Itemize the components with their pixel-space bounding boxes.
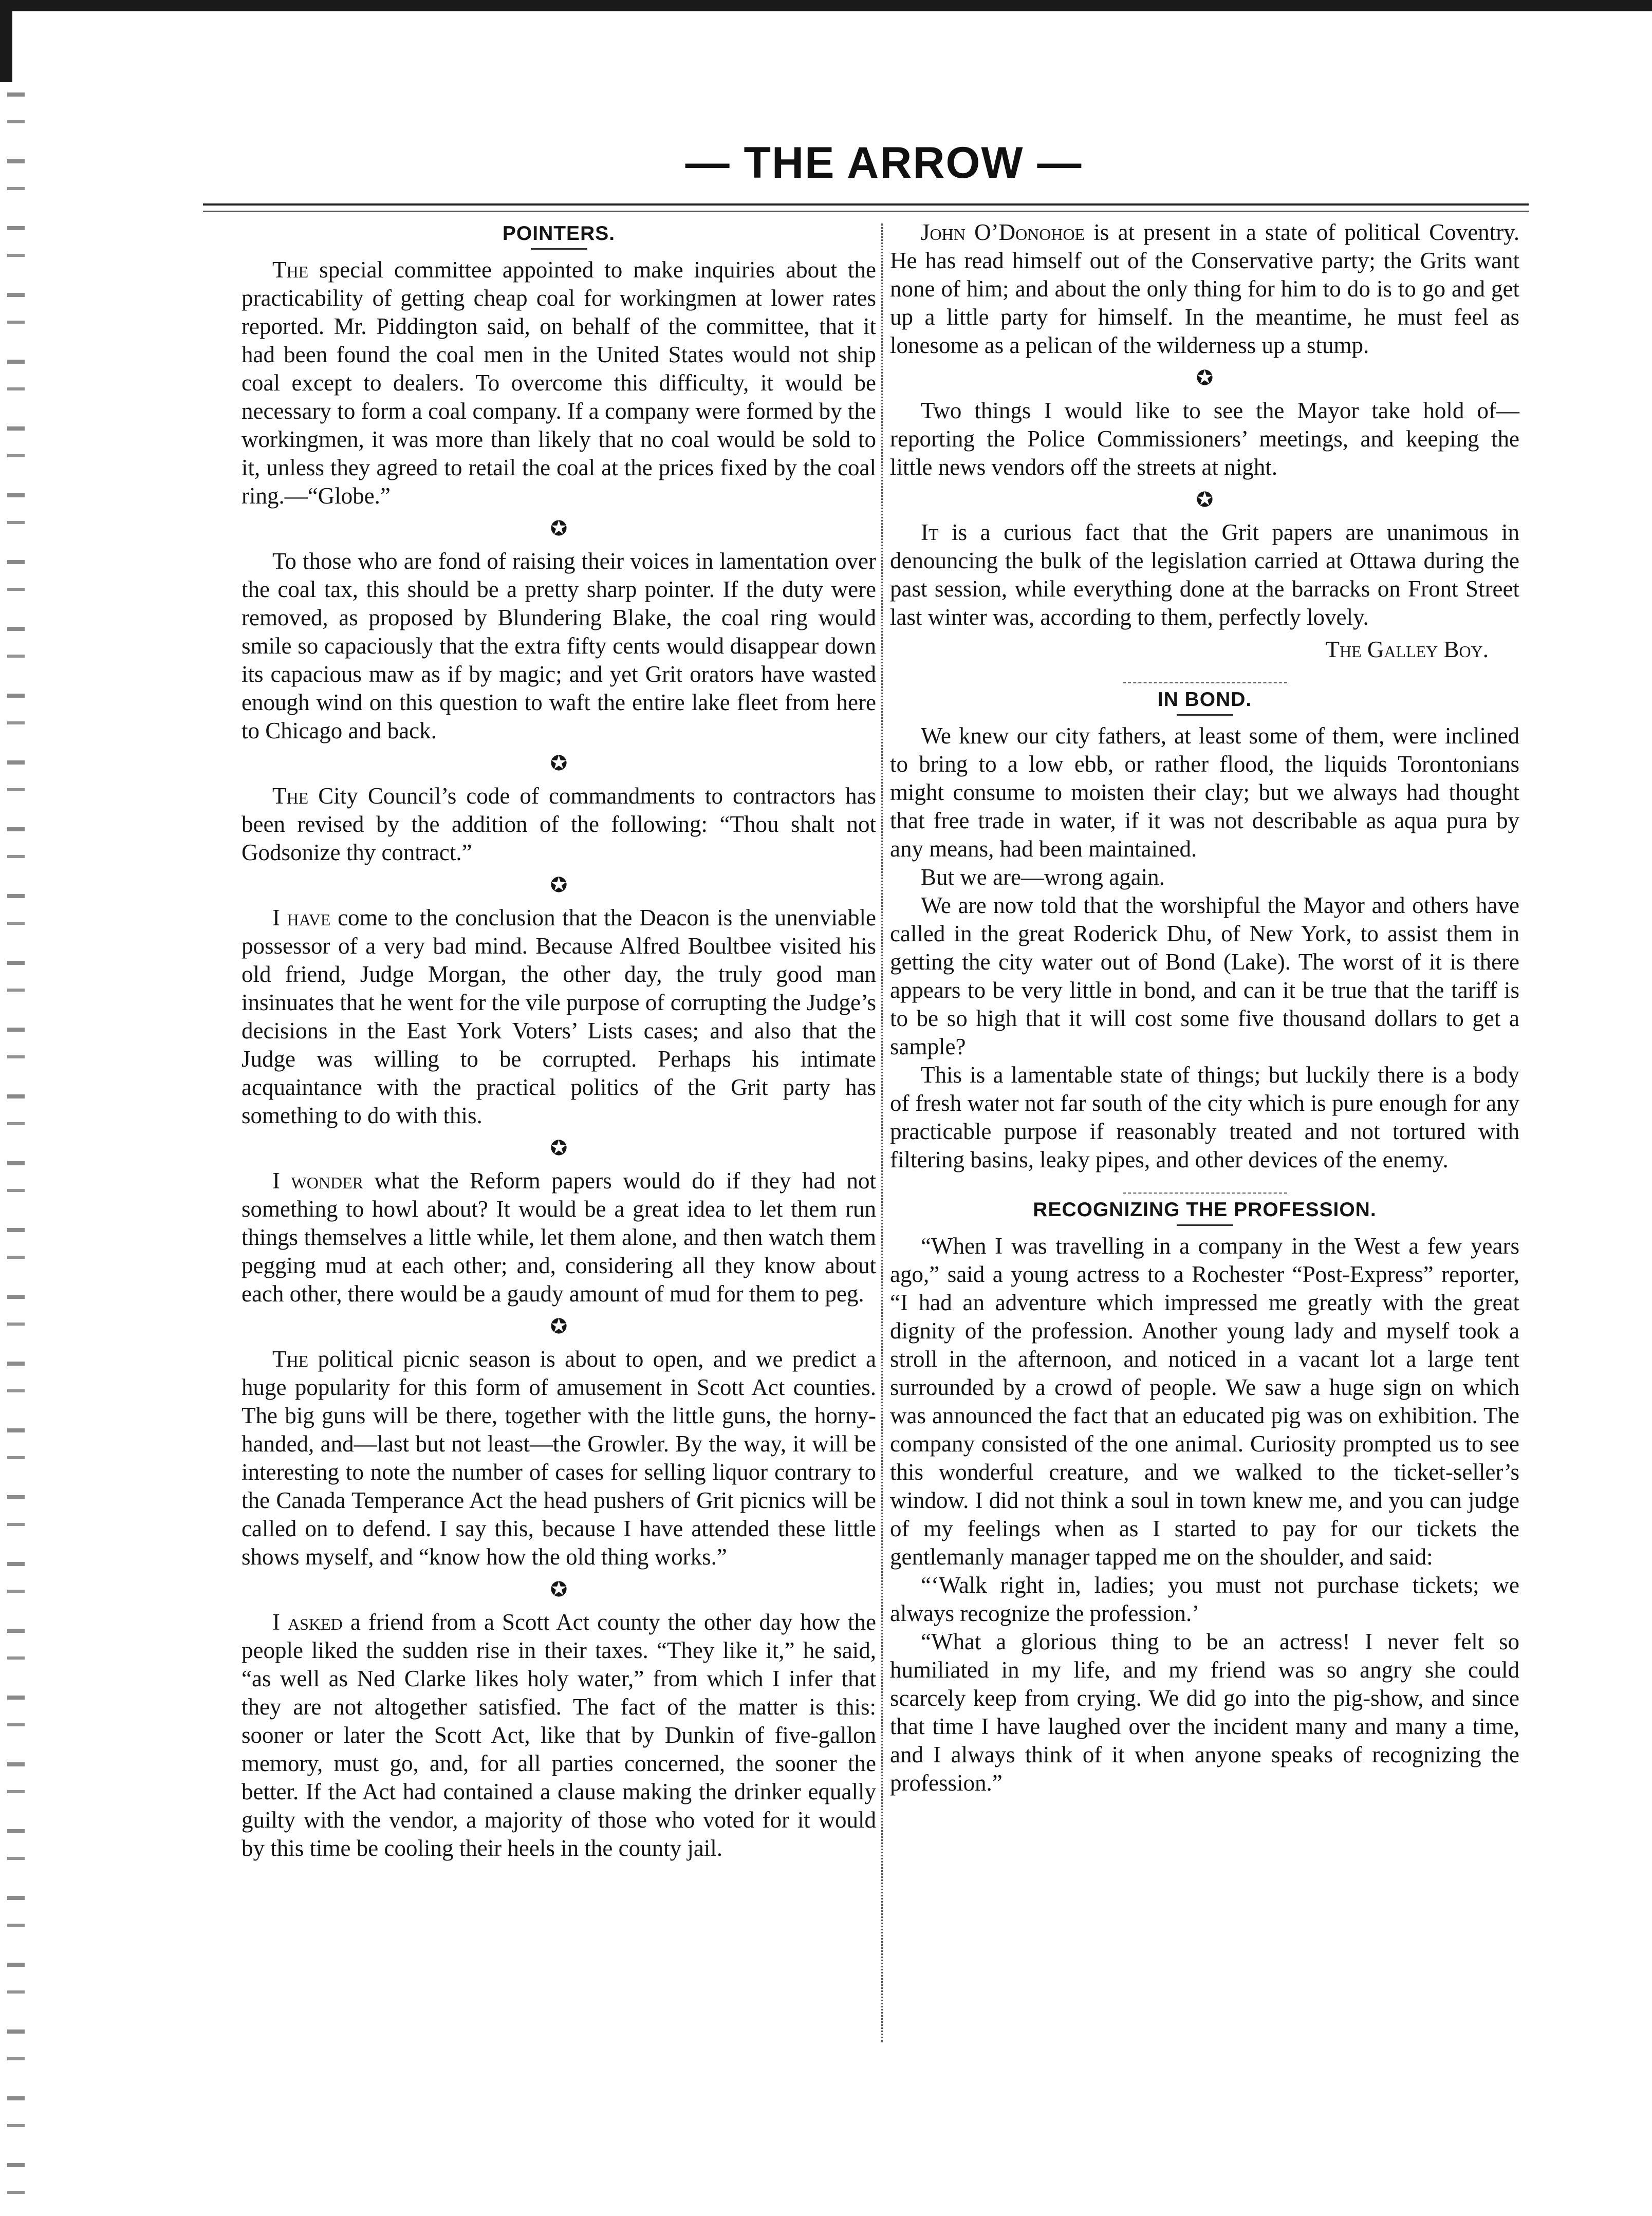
page-border-corner: [0, 0, 12, 82]
page-border-top: [0, 0, 1652, 11]
heading-in-bond: IN BOND.: [1157, 688, 1252, 711]
para-text: political picnic season is about to open, and we predict a huge popularity for this form of amusement in Scott Act counties. The big guns will be there, together with the little guns, the horny-handed, and—last but not least—the Growler. By the way, it will be interesting to note the number of cases for selling liquor contrary to the Canada Temperance Act the head pushers of Grit picnics will be called on to defend. I say this, because I have attended these little shows myself, and “know how the old thing works.”: [242, 1346, 876, 1570]
article-paragraph: [242, 904, 876, 1130]
para-text: City Council’s code of commandments to contractors has been revised by the addition of the following: “Thou shalt not Godsonize thy contract.”: [242, 783, 876, 865]
para-text: special committee appointed to make inquiries about the practicability of getting cheap coal for workingmen at lower rates reported. Mr. Piddington said, on behalf of the committee, that it had been found the coal men in the United States would not ship coal except to dealers. To overcome this difficulty, it would be necessary to form a coal company. If a company were formed by the workingmen, it was more than likely that no coal would be sold to it, unless they agreed to retail the coal at the prices fixed by the coal ring.—“Globe.”: [242, 257, 876, 509]
ornament-icon: ✪: [550, 752, 568, 775]
right-column: [890, 218, 1519, 1797]
para-lead: It: [921, 519, 939, 545]
article-paragraph: But we are—wrong again.: [921, 864, 1165, 890]
ornament-icon: ✪: [550, 1137, 568, 1160]
article-paragraph: “‘Walk right in, ladies; you must not purchase tickets; we always recognize the profession.’: [890, 1572, 1519, 1626]
masthead-double-rule: [203, 203, 1529, 212]
para-lead: The: [272, 1346, 309, 1372]
article-paragraph: “What a glorious thing to be an actress! I never felt so humiliated in my life, and my friend was so angry she could scarcely keep from crying. We did go into the pig-show, and since that time I have laughed over the incident many and many a time, and I always think of it when anyone speaks of recognizing the profession.”: [890, 1629, 1519, 1796]
section-separator: [1123, 682, 1287, 683]
para-lead: I asked: [272, 1609, 343, 1635]
para-text: Two things I would like to see the Mayor take hold of—reporting the Police Commissioners’ meetings, and keeping the little news vendors off the streets at night.: [890, 398, 1519, 480]
heading-recognizing-the-profession: RECOGNIZING THE PROFESSION.: [1033, 1199, 1377, 1221]
para-text: is at present in a state of political Coventry. He has read himself out of the Conservative party; the Grits want none of him; and about the only thing for him to do is to go and get up a little party for himself. In the meantime, he must feel as lonesome as a pelican of the wilderness up a stump.: [890, 219, 1520, 358]
heading-rule: [1177, 714, 1233, 716]
binding-edge-marks: [7, 92, 25, 2199]
article-paragraph: [242, 547, 876, 745]
article-paragraph: This is a lamentable state of things; but luckily there is a body of fresh water not far south of the city which is pure enough for any practicable purpose if reasonably treated and not tortured with filtering basins, leaky pipes, and other devices of the enemy.: [890, 1062, 1519, 1172]
heading-rule: [1177, 1224, 1233, 1226]
para-lead: The: [272, 783, 309, 809]
para-lead: I have: [272, 905, 331, 930]
para-lead: I wonder: [272, 1168, 363, 1194]
masthead-title: — THE ARROW —: [685, 138, 1083, 188]
ornament-icon: ✪: [550, 873, 568, 897]
ornament-icon: ✪: [1196, 366, 1214, 389]
para-text: a friend from a Scott Act county the other day how the people liked the sudden rise in their taxes. “They like it,” he said, “as well as Ned Clarke likes holy water,” from which I infer that they are not altogether satisfied. The fact of the matter is this: sooner or later the Scott Act, like that by Dunkin of five-gallon memory, must go, and, for all parties concerned, the sooner the better. If the Act had contained a clause making the drinker equally guilty with the vendor, a majority of those who voted for it would by this time be cooling their heels in the county jail.: [242, 1609, 876, 1861]
para-lead: The: [272, 257, 309, 283]
article-paragraph: “When I was travelling in a company in the West a few years ago,” said a young actress to a Rochester “Post-Express” reporter, “I had an adventure which impressed me greatly with the great dignity of the profession. Another young lady and myself took a stroll in the afternoon, and noticed in a vacant lot a large tent surrounded by a crowd of people. We saw a huge sign on which was announced the fact that an educated pig was on exhibition. The company consisted of the one animal. Curiosity prompted us to see this wonderful creature, and we walked to the ticket-seller’s window. I did not think a soul in town knew me, and you can judge of my feelings when as I started to pay for our tickets the gentlemanly manager tapped me on the shoulder, and said:: [890, 1233, 1519, 1570]
byline-signature: The Galley Boy.: [1325, 637, 1489, 662]
article-paragraph: [242, 1345, 876, 1571]
article-paragraph: We knew our city fathers, at least some of them, were inclined to bring to a low ebb, or rather flood, the liquids Torontonians might consume to moisten their clay; but we always had thought that free trade in water, if it was not describable as aqua pura by any means, had been maintained.: [890, 723, 1519, 862]
para-text: is a curious fact that the Grit papers are unanimous in denouncing the bulk of the legislation carried at Ottawa during the past session, while everything done at the barracks on Front Street last winter was, according to them, perfectly lovely.: [890, 519, 1519, 630]
article-paragraph: We are now told that the worshipful the Mayor and others have called in the great Roderick Dhu, of New York, to assist them in getting the city water out of Bond (Lake). The worst of it is there appears to be very little in bond, and can it be true that the tariff is to be so high that it will cost some five thousand dollars to get a sample?: [890, 892, 1519, 1059]
para-text: come to the conclusion that the Deacon is the unenviable possessor of a very bad mind. Because Alfred Boultbee visited his old friend, Judge Morgan, the other day, the truly good man insinuates that he went for the vile purpose of corrupting the Judge’s decisions in the East York Voters’ Lists cases; and also that the Judge was willing to be corrupted. Perhaps his intimate acquaintance with the practical politics of the Grit party has something to do with this.: [242, 905, 876, 1128]
ornament-icon: ✪: [550, 1578, 568, 1601]
para-text: To those who are fond of raising their voices in lamentation over the coal tax, this should be a pretty sharp pointer. If the duty were removed, as proposed by Blundering Blake, the coal ring would smile so capaciously that the extra fifty cents would disappear down its capacious maw as if by magic; and yet Grit orators have wasted enough wind on this question to waft the entire lake fleet from here to Chicago and back.: [242, 548, 876, 743]
article-paragraph: [890, 397, 1519, 481]
ornament-icon: ✪: [550, 517, 568, 540]
article-paragraph: [242, 782, 876, 867]
heading-pointers: POINTERS.: [502, 222, 616, 245]
ornament-icon: ✪: [550, 1315, 568, 1338]
article-paragraph: [890, 218, 1519, 360]
para-lead: John O’Donohoe: [921, 219, 1085, 245]
article-paragraph: [242, 1608, 876, 1863]
section-separator: [1123, 1193, 1287, 1194]
left-column: [242, 218, 876, 1863]
para-text: what the Reform papers would do if they had not something to howl about? It would be a great idea to let them run things themselves a little while, let them alone, and then watch them pegging mud at each other; and, considering all they know about each other, there would be a gaudy amount of mud for them to peg.: [242, 1168, 876, 1307]
column-divider: [881, 224, 883, 2042]
article-paragraph: [890, 518, 1519, 631]
article-paragraph: [242, 256, 876, 510]
ornament-icon: ✪: [1196, 488, 1214, 511]
heading-rule: [531, 248, 587, 250]
article-paragraph: [242, 1167, 876, 1308]
